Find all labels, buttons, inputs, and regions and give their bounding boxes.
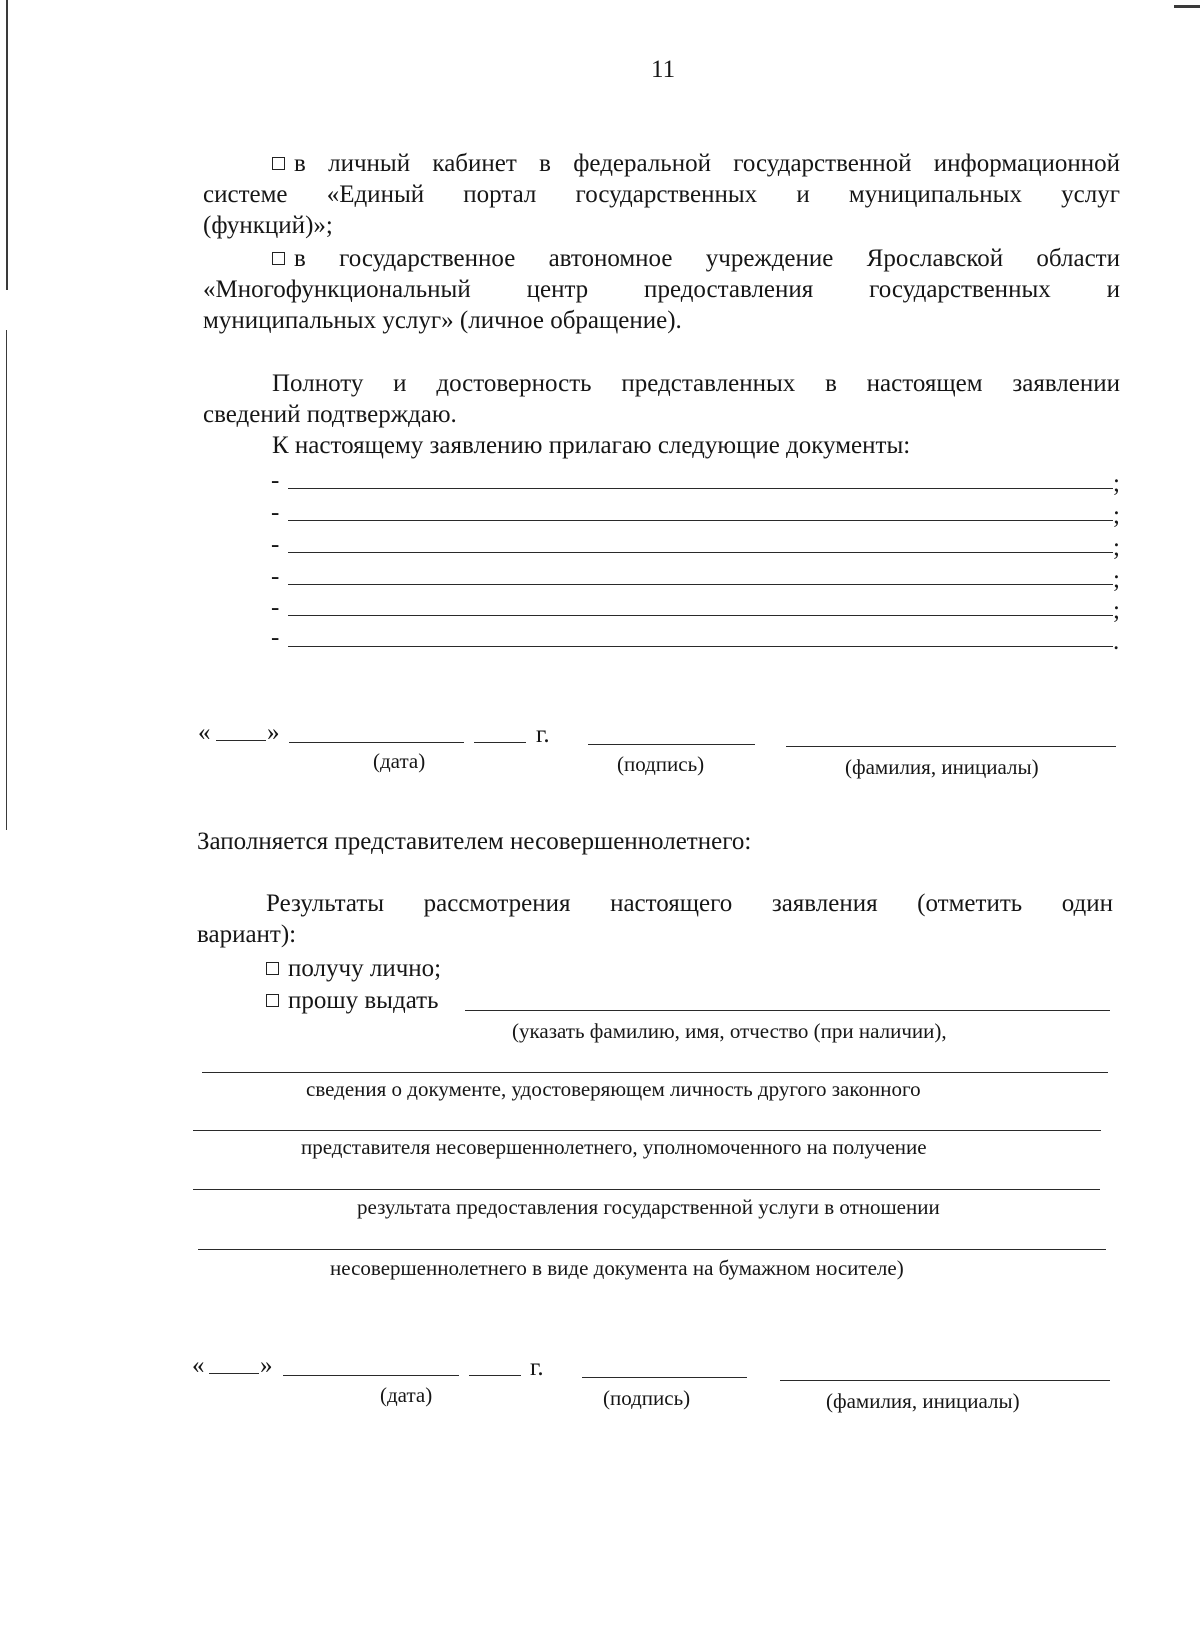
page-number: 11	[651, 56, 676, 83]
year-field[interactable]	[474, 742, 526, 743]
quote-close: »	[267, 719, 280, 746]
recipient-caption-2: сведения о документе, удостоверяющем личность другого законного	[306, 1077, 921, 1101]
option-portal-line3: (функций)»;	[203, 212, 333, 239]
attachments-intro: К настоящему заявлению прилагаю следующие документы:	[272, 432, 911, 459]
issue-recipient-field[interactable]	[465, 1010, 1110, 1011]
confirmation-line2: сведений подтверждаю.	[203, 401, 457, 428]
recipient-caption-3: представителя несовершеннолетнего, уполномоченного на получение	[301, 1135, 927, 1159]
signature-caption: (подпись)	[617, 752, 705, 776]
attachment-dash: -	[271, 594, 280, 621]
recipient-field-3[interactable]	[193, 1130, 1101, 1131]
name-field[interactable]	[786, 746, 1116, 747]
attachment-line-4[interactable]	[288, 584, 1113, 585]
scan-edge-left	[6, 330, 7, 830]
day-field[interactable]	[216, 740, 266, 741]
name-caption: (фамилия, инициалы)	[826, 1389, 1020, 1413]
results-line2: вариант):	[197, 921, 297, 948]
option-mfc-line2: «Многофункциональный центр предоставления государственных и	[203, 276, 1120, 303]
results-line1: Результаты рассмотрения настоящего заявления (отметить один	[266, 890, 1113, 917]
quote-open: «	[198, 719, 211, 746]
signature-caption: (подпись)	[603, 1386, 691, 1410]
signature-field[interactable]	[588, 744, 755, 745]
recipient-caption-5: несовершеннолетнего в виде документа на бумажном носителе)	[330, 1256, 904, 1280]
option-personal: получу лично;	[266, 953, 441, 984]
scan-edge-left	[6, 0, 8, 290]
attachment-dash: -	[271, 563, 280, 590]
checkbox-icon[interactable]	[266, 994, 279, 1007]
attachment-dash: -	[271, 624, 280, 651]
attachment-dash: -	[271, 531, 280, 558]
attachment-line-6[interactable]	[288, 646, 1113, 647]
signature-field[interactable]	[582, 1377, 747, 1378]
attachment-end: ;	[1113, 597, 1120, 624]
recipient-field-4[interactable]	[193, 1189, 1100, 1190]
quote-close: »	[260, 1352, 273, 1379]
checkbox-icon[interactable]	[272, 157, 285, 170]
year-field[interactable]	[469, 1375, 521, 1376]
confirmation-line1: Полноту и достоверность представленных в настоящем заявлении	[272, 370, 1120, 397]
year-suffix: г.	[530, 1354, 544, 1381]
month-field[interactable]	[283, 1375, 459, 1376]
attachment-end: ;	[1113, 470, 1120, 497]
day-field[interactable]	[209, 1373, 259, 1374]
attachment-end: ;	[1113, 566, 1120, 593]
attachment-line-2[interactable]	[288, 520, 1113, 521]
option-mfc-line3: муниципальных услуг» (личное обращение).	[203, 307, 682, 334]
attachment-dash: -	[271, 499, 280, 526]
attachment-line-3[interactable]	[288, 552, 1113, 553]
attachment-end: ;	[1113, 534, 1120, 561]
attachment-end: ;	[1113, 502, 1120, 529]
recipient-field-2[interactable]	[202, 1072, 1108, 1073]
name-caption: (фамилия, инициалы)	[845, 755, 1039, 779]
option-portal-line2: системе «Единый портал государственных и муниципальных услуг	[203, 181, 1120, 208]
option-issue: прошу выдать	[266, 985, 438, 1016]
option-portal-line1: в личный кабинет в федеральной государственной информационной	[272, 148, 1120, 179]
date-caption: (дата)	[373, 749, 426, 773]
name-field[interactable]	[780, 1380, 1110, 1381]
recipient-caption-1: (указать фамилию, имя, отчество (при наличии),	[512, 1019, 947, 1043]
checkbox-icon[interactable]	[272, 252, 285, 265]
scan-edge-top-right	[1174, 5, 1200, 8]
quote-open: «	[192, 1352, 205, 1379]
option-mfc-line1: в государственное автономное учреждение Ярославской области	[272, 243, 1120, 274]
month-field[interactable]	[289, 742, 464, 743]
recipient-caption-4: результата предоставления государственной услуги в отношении	[357, 1195, 940, 1219]
date-caption: (дата)	[380, 1383, 433, 1407]
checkbox-icon[interactable]	[266, 962, 279, 975]
year-suffix: г.	[536, 721, 550, 748]
attachment-line-5[interactable]	[288, 615, 1113, 616]
attachment-dash: -	[271, 467, 280, 494]
recipient-field-5[interactable]	[198, 1249, 1106, 1250]
attachment-end: .	[1113, 628, 1120, 655]
representative-heading: Заполняется представителем несовершеннолетнего:	[197, 828, 752, 855]
attachment-line-1[interactable]	[288, 488, 1113, 489]
